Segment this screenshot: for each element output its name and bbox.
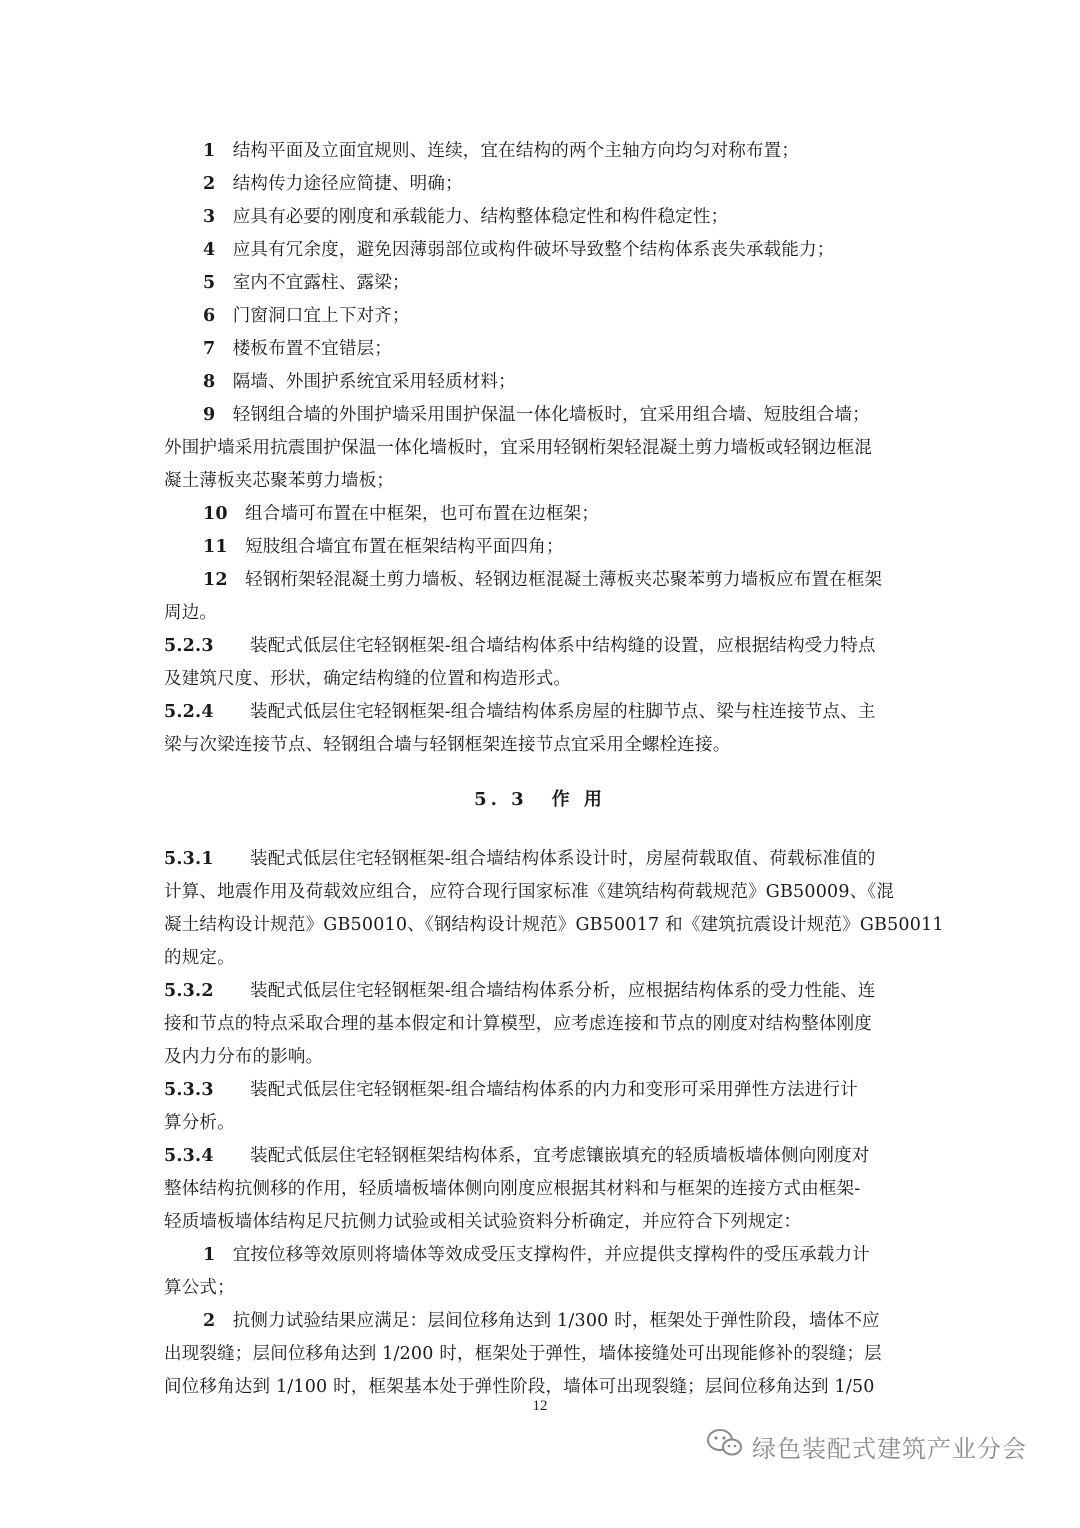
list-item-continuation: 外围护墙采用抗震围护保温一体化墙板时，宜采用轻钢桁架轻混凝土剪力墙板或轻钢边框混 xyxy=(164,438,872,458)
clause-continuation: 整体结构抗侧移的作用，轻质墙板墙体侧向刚度应根据其材料和与框架的连接方式由框架- xyxy=(164,1179,861,1199)
clause-continuation: 凝土结构设计规范》GB50010、《钢结构设计规范》GB50017 和《建筑抗震设计规范》GB50011 xyxy=(164,915,944,935)
list-item: 4 应具有冗余度，避免因薄弱部位或构件破坏导致整个结构体系丧失承载能力； xyxy=(203,240,835,260)
section-number: 5. 3 xyxy=(474,789,528,810)
clause-number: 5.2.4 xyxy=(164,702,214,722)
list-item-continuation: 出现裂缝；层间位移角达到 1/200 时，框架处于弹性，墙体接缝处可出现能修补的裂缝；层 xyxy=(164,1344,882,1364)
watermark xyxy=(706,1426,1027,1466)
clause-number: 5.3.2 xyxy=(164,981,214,1001)
clause: 5.3.2 装配式低层住宅轻钢框架-组合墙结构体系分析，应根据结构体系的受力性能、连 xyxy=(164,981,876,1001)
clause: 5.2.3 装配式低层住宅轻钢框架-组合墙结构体系中结构缝的设置，应根据结构受力特点 xyxy=(164,636,876,656)
clause-number: 5.3.3 xyxy=(164,1080,214,1100)
list-item-continuation: 间位移角达到 1/100 时，框架基本处于弹性阶段，墙体可出现裂缝；层间位移角达到 1/50 xyxy=(164,1377,875,1397)
clause-continuation: 及内力分布的影响。 xyxy=(164,1047,324,1067)
clause-number: 5.2.3 xyxy=(164,636,214,656)
section-heading xyxy=(0,785,1080,811)
list-item: 5 室内不宜露柱、露梁； xyxy=(203,273,410,293)
watermark-text: 绿色装配式建筑产业分会 xyxy=(752,1434,1027,1463)
list-item-continuation: 周边。 xyxy=(164,603,218,623)
clause-number: 5.3.1 xyxy=(164,849,214,869)
clause-continuation: 及建筑尺度、形状，确定结构缝的位置和构造形式。 xyxy=(164,669,572,689)
list-item: 3 应具有必要的刚度和承载能力、结构整体稳定性和构件稳定性； xyxy=(203,207,729,227)
wechat-icon xyxy=(706,1428,752,1464)
clause: 5.2.4 装配式低层住宅轻钢框架-组合墙结构体系房屋的柱脚节点、梁与柱连接节点、主 xyxy=(164,702,876,722)
clause: 5.3.4 装配式低层住宅轻钢框架结构体系，宜考虑镶嵌填充的轻质墙板墙体侧向刚度对 xyxy=(164,1146,870,1166)
clause-continuation: 算分析。 xyxy=(164,1113,235,1133)
page-number: 12 xyxy=(532,1398,548,1414)
list-item: 7 楼板布置不宜错层； xyxy=(203,339,392,359)
list-item: 1 宜按位移等效原则将墙体等效成受压支撑构件，并应提供支撑构件的受压承载力计 xyxy=(203,1245,870,1265)
list-item: 2 结构传力途径应简捷、明确； xyxy=(203,174,463,194)
clause-number: 5.3.4 xyxy=(164,1146,214,1166)
clause-continuation: 接和节点的特点采取合理的基本假定和计算模型，应考虑连接和节点的刚度对结构整体刚度 xyxy=(164,1014,872,1034)
list-item: 9 轻钢组合墙的外围护墙采用围护保温一体化墙板时，宜采用组合墙、短肢组合墙； xyxy=(203,405,870,425)
clause-continuation: 轻质墙板墙体结构足尺抗侧力试验或相关试验资料分析确定，并应符合下列规定： xyxy=(164,1212,802,1232)
list-item: 1 结构平面及立面宜规则、连续，宜在结构的两个主轴方向均匀对称布置； xyxy=(203,141,800,161)
clause: 5.3.3 装配式低层住宅轻钢框架-组合墙结构体系的内力和变形可采用弹性方法进行计 xyxy=(164,1080,858,1100)
clause: 5.3.1 装配式低层住宅轻钢框架-组合墙结构体系设计时，房屋荷载取值、荷载标准值的 xyxy=(164,849,876,869)
clause-continuation: 梁与次梁连接节点、轻钢组合墙与轻钢框架连接节点宜采用全螺栓连接。 xyxy=(164,735,731,755)
list-item-continuation: 算公式； xyxy=(164,1278,235,1298)
list-item: 11 短肢组合墙宜布置在框架结构平面四角； xyxy=(203,537,564,557)
list-item: 8 隔墙、外围护系统宜采用轻质材料； xyxy=(203,372,516,392)
list-item: 10 组合墙可布置在中框架，也可布置在边框架； xyxy=(203,504,600,524)
list-item: 2 抗侧力试验结果应满足：层间位移角达到 1/300 时，框架处于弹性阶段，墙体不应 xyxy=(203,1311,880,1331)
clause-continuation: 计算、地震作用及荷载效应组合，应符合现行国家标准《建筑结构荷载规范》GB50009、《混 xyxy=(164,882,895,902)
clause-continuation: 的规定。 xyxy=(164,948,235,968)
list-item: 12 轻钢桁架轻混凝土剪力墙板、轻钢边框混凝土薄板夹芯聚苯剪力墙板应布置在框架 xyxy=(203,570,883,590)
list-item: 6 门窗洞口宜上下对齐； xyxy=(203,306,410,326)
section-title: 作 用 xyxy=(551,789,606,810)
list-item-continuation: 凝土薄板夹芯聚苯剪力墙板； xyxy=(164,471,395,491)
